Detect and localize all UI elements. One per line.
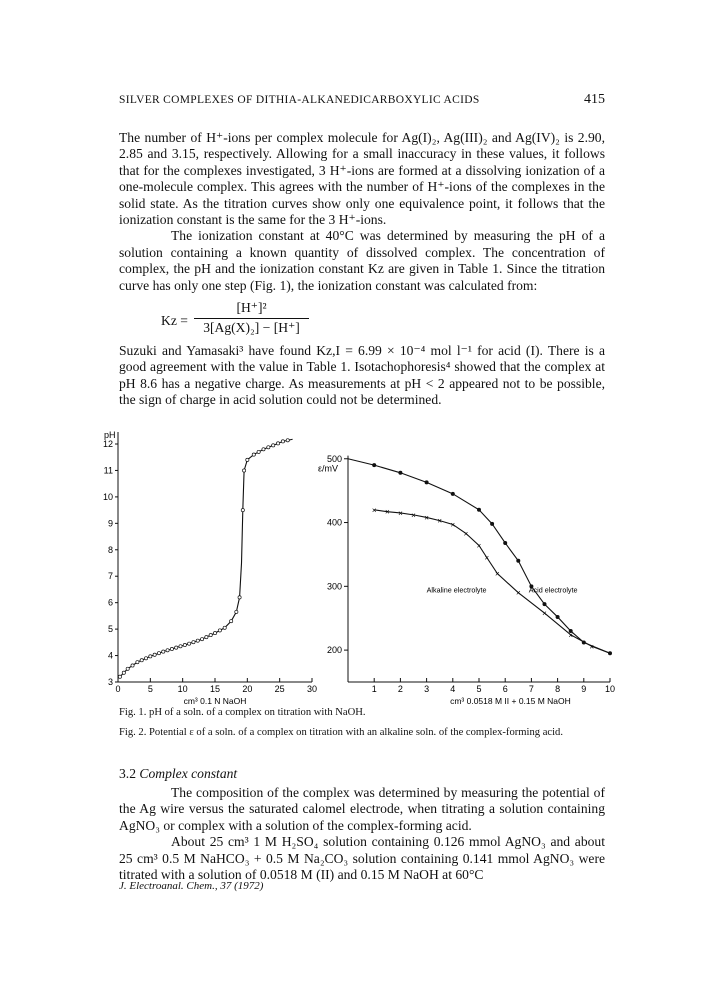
fig2-xtick-label: 3 [424,684,430,694]
fig1-point [235,610,238,613]
fig2-alkaline-point: × [398,508,403,518]
fig2-acid-line [348,459,610,654]
fig2-alkaline-point: × [589,642,594,652]
paragraph-5: About 25 cm³ 1 M H₂SO₄ solution containing 0.126 mmol AgNO₃ and about 25 cm³ 0.5 M NaHCO₃ + 0.5 M Na₂CO₃ solution containing 0.141 mmol AgNO₃ were titrated with a solution of 0.0518 M (II) and 0.15 M NaOH at 60°C [119,834,605,883]
fig1-point [179,645,182,648]
fig1-ytick-label: 4 [107,650,113,661]
fig2-x-label: cm³ 0.0518 M II + 0.15 M NaOH [450,696,571,706]
fig2-ytick-label: 300 [326,581,342,592]
fig1-point [126,667,129,670]
fig2-xtick-label: 8 [555,684,561,694]
body-text-top [119,130,605,294]
paragraph-1: The number of H⁺-ions per complex molecule for Ag(I)₂, Ag(III)₂ and Ag(IV)₂ is 2.90, 2.85 and 3.15, respectively. Allowing for a small inaccuracy in these values, it follows that for the complexes investigated, 3 H⁺-ions are formed at a dissolving ionization of a one-molecule complex. This agrees with the number of H⁺-ions of the complexes in the solid state. As the titration curves show only one equivalence point, it follows that the ionization constant is the same for the 3 H⁺-ions. [119,130,605,228]
fig1-point [272,444,275,447]
fig1-point [149,655,152,658]
fig1-y-label: pH [104,430,116,440]
body-text-middle [119,343,605,409]
fig1-xtick-label: 15 [209,684,221,694]
fig1-point [175,646,178,649]
figure-2-chart [318,454,615,706]
formula-denominator: 3[Ag(X)₂] − [H⁺] [203,320,300,335]
fig2-acid-point [451,492,455,496]
fig1-point [200,638,203,641]
fig1-point [188,642,191,645]
fig1-point [286,439,289,442]
figure-2-caption: Fig. 2. Potential ε of a soln. of a complex on titration with an alkaline soln. of the complex-forming acid. [119,727,563,738]
fig2-acid-point [490,522,494,526]
fig2-xtick-label: 4 [450,684,456,694]
fig1-point [213,631,216,634]
fig1-ytick-label: 5 [107,624,113,635]
fig2-acid-point [543,602,547,606]
fig1-xtick-label: 10 [177,684,188,694]
journal-footer: J. Electroanal. Chem., 37 (1972) [119,880,264,892]
fig2-y-label: ε/mV [318,463,339,474]
fig1-point [192,641,195,644]
fig2-alkaline-point: × [476,541,482,551]
fig1-point [205,636,208,639]
running-title: SILVER COMPLEXES OF DITHIA-ALKANEDICARBOXYLIC ACIDS [119,94,480,106]
formula-fraction [194,300,309,336]
fig1-xtick-label: 20 [242,684,253,694]
fig1-xtick-label: 25 [274,684,285,694]
fig2-alkaline-point: × [411,510,416,520]
fig1-ytick-label: 10 [102,491,113,502]
fig2-acid-point [503,541,507,545]
fig1-point [162,650,165,653]
fig1-point [196,639,199,642]
fig2-ytick-label: 200 [326,645,342,656]
fig2-acid-point [516,559,520,563]
fig1-point [122,671,125,674]
section-heading [119,766,237,782]
fig2-ytick-label: 400 [326,517,342,528]
fig1-ytick-label: 6 [107,597,113,608]
fig1-ytick-label: 12 [102,439,113,449]
fig1-ytick-label: 11 [103,465,113,476]
figure-1-chart [103,430,317,706]
fig2-acid-point [372,463,376,467]
fig2-alkaline-point: × [495,569,500,579]
formula-lhs: Kz = [161,313,188,328]
fig1-point [157,652,160,655]
fig2-alkaline-point: × [450,520,456,530]
fig1-xtick-label: 30 [306,684,318,694]
fig1-ytick-label: 8 [107,544,113,555]
fig2-acid-point [556,615,560,619]
fig2-alkaline-point: × [542,609,547,619]
fig1-point [267,446,270,449]
fig1-point [183,643,186,646]
fig2-xtick-label: 9 [581,684,587,694]
figures [100,424,630,706]
fig2-label-acid: Acid electrolyte [528,585,578,595]
fig2-acid-point [425,480,429,484]
fig1-series-line [120,439,293,676]
fig1-point [281,440,284,443]
fig1-xtick-label: 5 [147,684,153,694]
fig2-alkaline-point: × [371,505,377,515]
formula-numerator: [H⁺]² [236,300,267,315]
fig1-point [223,626,226,629]
paragraph-3: Suzuki and Yamasaki³ have found Kz,I = 6.99 × 10⁻⁴ mol l⁻¹ for acid (I). There is a good agreement with the value in Table 1. Isotachophoresis⁴ showed that the complex at pH 8.6 has a negative charge. As measurements at pH < 2 appeared not to be possible, the sign of charge in acid solution could not be determined. [119,343,605,408]
fig2-xtick-label: 7 [528,684,534,694]
fig1-point [118,675,121,678]
fig1-xtick-label: 0 [115,684,121,694]
fig2-alkaline-point: × [384,507,390,517]
fig2-alkaline-point: × [568,630,574,640]
fig1-point [238,596,241,599]
fig2-acid-point [398,471,402,475]
fig2-acid-point [477,508,481,512]
figure-1-caption: Fig. 1. pH of a soln. of a complex on titration with NaOH. [119,707,366,718]
fig2-xtick-label: 1 [371,684,377,694]
fig2-alkaline-point: × [437,516,443,526]
section-number: 3.2 [119,766,136,781]
fig1-ytick-label: 7 [107,571,113,582]
fig1-point [170,647,173,650]
fig1-ytick-label: 9 [107,518,113,529]
fig1-point [166,649,169,652]
fig1-point [257,450,260,453]
fig2-xtick-label: 5 [476,684,482,694]
fig1-point [218,629,221,632]
fig1-point [140,659,143,662]
section-title: Complex constant [139,766,238,781]
paragraph-4: The composition of the complex was determined by measuring the potential of the Ag wire versus the saturated calomel electrode, when titrating a solution containing AgNO₃ or complex with a solution of the complex-forming acid. [119,785,605,833]
page-number: 415 [584,92,605,107]
fig1-point [153,653,156,656]
fig2-alkaline-point: × [424,513,429,523]
body-text-bottom [119,785,605,883]
fig1-point [243,469,246,472]
fig1-point [276,442,279,445]
paragraph-2: The ionization constant at 40°C was determined by measuring the pH of a solution containing a known quantity of dissolved complex. The concentration of complex, the pH and the ionization constant Kz are given in Table 1. Since the titration curve has only one step (Fig. 1), the ionization constant was calculated from: [119,228,605,293]
fig1-point [262,448,265,451]
fig2-ytick-label: 500 [326,453,342,464]
fig1-point [209,634,212,637]
fig1-point [131,664,134,667]
fig2-xtick-label: 2 [397,684,403,694]
fig1-point [246,458,249,461]
fig2-alkaline-point: × [484,553,490,563]
fig2-xtick-label: 6 [502,684,508,694]
figures-svg [100,424,630,706]
fig1-x-label: cm³ 0.1 N NaOH [183,696,247,706]
fig2-alkaline-point: × [515,588,521,598]
fig2-alkaline-line [374,507,610,654]
fig1-point [144,657,147,660]
fig2-label-alkaline: Alkaline electrolyte [426,585,487,595]
fig1-point [252,453,255,456]
fig1-ytick-label: 3 [107,677,113,687]
fig2-xtick-label: 10 [604,684,616,694]
fig1-point [136,661,139,664]
fig1-point [241,509,244,512]
fig1-point [230,620,233,623]
running-header [119,94,605,106]
fig2-alkaline-point: × [463,529,469,539]
